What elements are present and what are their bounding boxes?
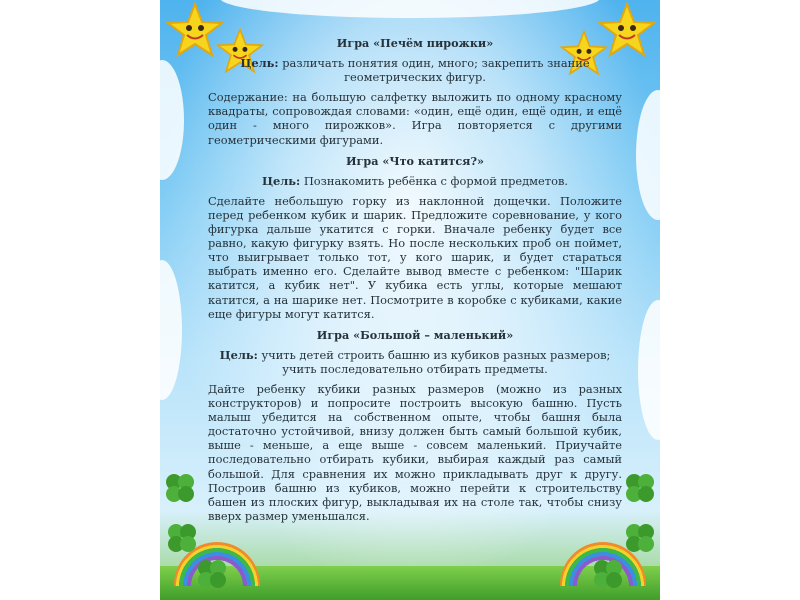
- goal-text: учить детей строить башню из кубиков разных размеров; учить последовательно отбирать предметы.: [257, 347, 611, 376]
- goal-label: Цель:: [262, 173, 301, 188]
- clover-icon: [164, 520, 200, 556]
- section-goal: [208, 56, 622, 84]
- clover-icon: [194, 556, 230, 592]
- clover-icon: [622, 520, 658, 556]
- section-body: Сделайте небольшую горку из наклонной дощечки. Положите перед ребенком кубик и шарик. Предложите соревнование, у кого фигурка дальше укатится с горки. Вначале ребенку будет все равно, какую фигурку взять. Но после нескольких проб он поймет, что выигрывает только тот, у кого шарик, и будет стараться выбрать именно его. Сделайте вывод вместе с ребенком: "Шарик катится, а кубик нет". У кубика есть углы, которые мешают катится, а на шарике нет. Посмотрите в коробке с кубиками, какие еще фигуры могут катится.: [208, 193, 622, 321]
- document-page: [160, 0, 660, 600]
- section-body: Содержание: на большую салфетку выложить по одному красному квадраты, сопровождая словами: «один, ещё один, ещё один, и ещё один - много пирожков». Игра повторяется с другими геометрическими фигурами.: [208, 90, 622, 147]
- document-content: [208, 36, 622, 530]
- section-title: Игра «Печём пирожки»: [336, 36, 494, 50]
- section-goal: [208, 348, 622, 376]
- clover-icon: [590, 556, 626, 592]
- section-body: Дайте ребенку кубики разных размеров (можно из разных конструкторов) и попросите построить высокую башню. Пусть малыш убедится на собственном опыте, чтобы башня была достаточно устойчивой, внизу должен быть самый большой кубик, выше - меньше, а еще выше - совсем маленький. Приучайте последовательно отбирать кубики, выбирая каждый раз самый большой. Для сравнения их можно прикладывать друг к другу. Построив башню из кубиков, можно перейти к строительству башен из плоских фигур, выкладывая их на столе так, чтобы снизу вверх размер уменьшался.: [208, 381, 622, 523]
- cloud-border-top: [220, 0, 600, 18]
- goal-text: различать понятия один, много; закрепить знание геометрических фигур.: [278, 56, 590, 85]
- cloud-border-left-2: [160, 260, 182, 400]
- goal-text: Познакомить ребёнка с формой предметов.: [300, 173, 568, 188]
- clover-icon: [622, 470, 658, 506]
- section-title: Игра «Что катится?»: [345, 153, 484, 168]
- cloud-border-left: [160, 60, 184, 180]
- cloud-border-right: [636, 90, 660, 220]
- cloud-border-right-2: [638, 300, 660, 440]
- goal-label: Цель:: [219, 347, 258, 362]
- clover-icon: [162, 470, 198, 506]
- section-title: Игра «Большой – маленький»: [316, 327, 514, 342]
- section-goal: [208, 174, 622, 188]
- goal-label: Цель:: [240, 56, 279, 71]
